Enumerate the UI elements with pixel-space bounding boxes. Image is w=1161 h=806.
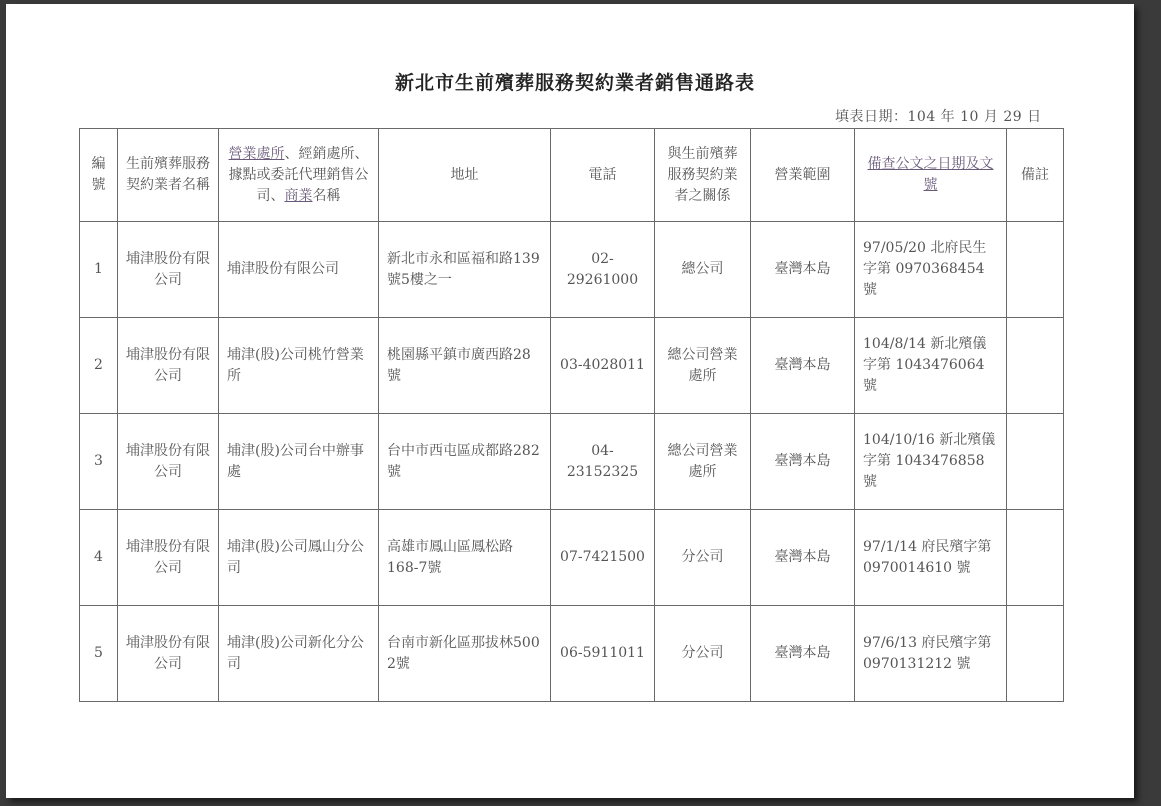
table-row (80, 606, 1064, 702)
header-outlet-text-1: 、經銷處所、據點或委託代理銷售公司、 (228, 145, 369, 204)
cell-outlet: 埔津(股)公司台中辦事處 (219, 414, 379, 510)
cell-address: 高雄市鳳山區鳳松路168-7號 (379, 510, 551, 606)
header-outlet-text-2: 名稱 (312, 187, 341, 204)
header-outlet-underlined-1: 營業處所 (228, 145, 285, 162)
cell-relation: 總公司營業處所 (655, 414, 751, 510)
header-scope: 營業範圍 (751, 129, 855, 222)
cell-no: 1 (80, 222, 118, 318)
header-phone: 電話 (551, 129, 655, 222)
cell-address: 新北市永和區福和路139號5樓之一 (379, 222, 551, 318)
cell-company: 埔津股份有限公司 (118, 318, 219, 414)
cell-company: 埔津股份有限公司 (118, 414, 219, 510)
cell-phone: 02-29261000 (551, 222, 655, 318)
cell-phone: 07-7421500 (551, 510, 655, 606)
cell-no: 3 (80, 414, 118, 510)
cell-company: 埔津股份有限公司 (118, 510, 219, 606)
cell-company: 埔津股份有限公司 (118, 606, 219, 702)
table-row (80, 318, 1064, 414)
cell-document: 97/6/13 府民殯字第 0970131212 號 (855, 606, 1007, 702)
cell-outlet: 埔津(股)公司桃竹營業所 (219, 318, 379, 414)
header-relation: 與生前殯葬服務契約業者之關係 (655, 129, 751, 222)
cell-relation: 分公司 (655, 510, 751, 606)
cell-phone: 04-23152325 (551, 414, 655, 510)
cell-remarks (1007, 414, 1064, 510)
table-row (80, 510, 1064, 606)
cell-relation: 總公司營業處所 (655, 318, 751, 414)
cell-scope: 臺灣本島 (751, 606, 855, 702)
fill-date: 填表日期：104 年 10 月 29 日 (835, 109, 1042, 125)
distribution-channel-table (79, 128, 1064, 702)
cell-scope: 臺灣本島 (751, 510, 855, 606)
header-document (855, 129, 1007, 222)
cell-no: 5 (80, 606, 118, 702)
header-document-label: 備查公文之日期及文號 (867, 156, 994, 193)
cell-phone: 03-4028011 (551, 318, 655, 414)
header-remarks: 備註 (1007, 129, 1064, 222)
table-row (80, 414, 1064, 510)
cell-company: 埔津股份有限公司 (118, 222, 219, 318)
cell-scope: 臺灣本島 (751, 318, 855, 414)
header-company: 生前殯葬服務契約業者名稱 (118, 129, 219, 222)
cell-phone: 06-5911011 (551, 606, 655, 702)
header-outlet-underlined-2: 商業 (284, 187, 313, 204)
cell-relation: 分公司 (655, 606, 751, 702)
cell-no: 4 (80, 510, 118, 606)
cell-outlet: 埔津股份有限公司 (219, 222, 379, 318)
cell-outlet: 埔津(股)公司新化分公司 (219, 606, 379, 702)
cell-no: 2 (80, 318, 118, 414)
cell-address: 台南市新化區那拔林500 2號 (379, 606, 551, 702)
cell-outlet: 埔津(股)公司鳳山分公司 (219, 510, 379, 606)
page-title: 新北市生前殯葬服務契約業者銷售通路表 (394, 72, 755, 94)
cell-remarks (1007, 222, 1064, 318)
cell-scope: 臺灣本島 (751, 414, 855, 510)
header-address: 地址 (379, 129, 551, 222)
cell-address: 桃園縣平鎮市廣西路28號 (379, 318, 551, 414)
cell-address: 台中市西屯區成都路282號 (379, 414, 551, 510)
header-no: 編號 (80, 129, 118, 222)
cell-document: 97/1/14 府民殯字第 0970014610 號 (855, 510, 1007, 606)
header-outlet (219, 129, 379, 222)
cell-document: 97/05/20 北府民生字第 0970368454 號 (855, 222, 1007, 318)
cell-remarks (1007, 606, 1064, 702)
cell-relation: 總公司 (655, 222, 751, 318)
cell-scope: 臺灣本島 (751, 222, 855, 318)
cell-document: 104/8/14 新北殯儀字第 1043476064 號 (855, 318, 1007, 414)
table-header-row (80, 129, 1064, 222)
cell-document: 104/10/16 新北殯儀字第 1043476858 號 (855, 414, 1007, 510)
cell-remarks (1007, 510, 1064, 606)
cell-remarks (1007, 318, 1064, 414)
table-row (80, 222, 1064, 318)
